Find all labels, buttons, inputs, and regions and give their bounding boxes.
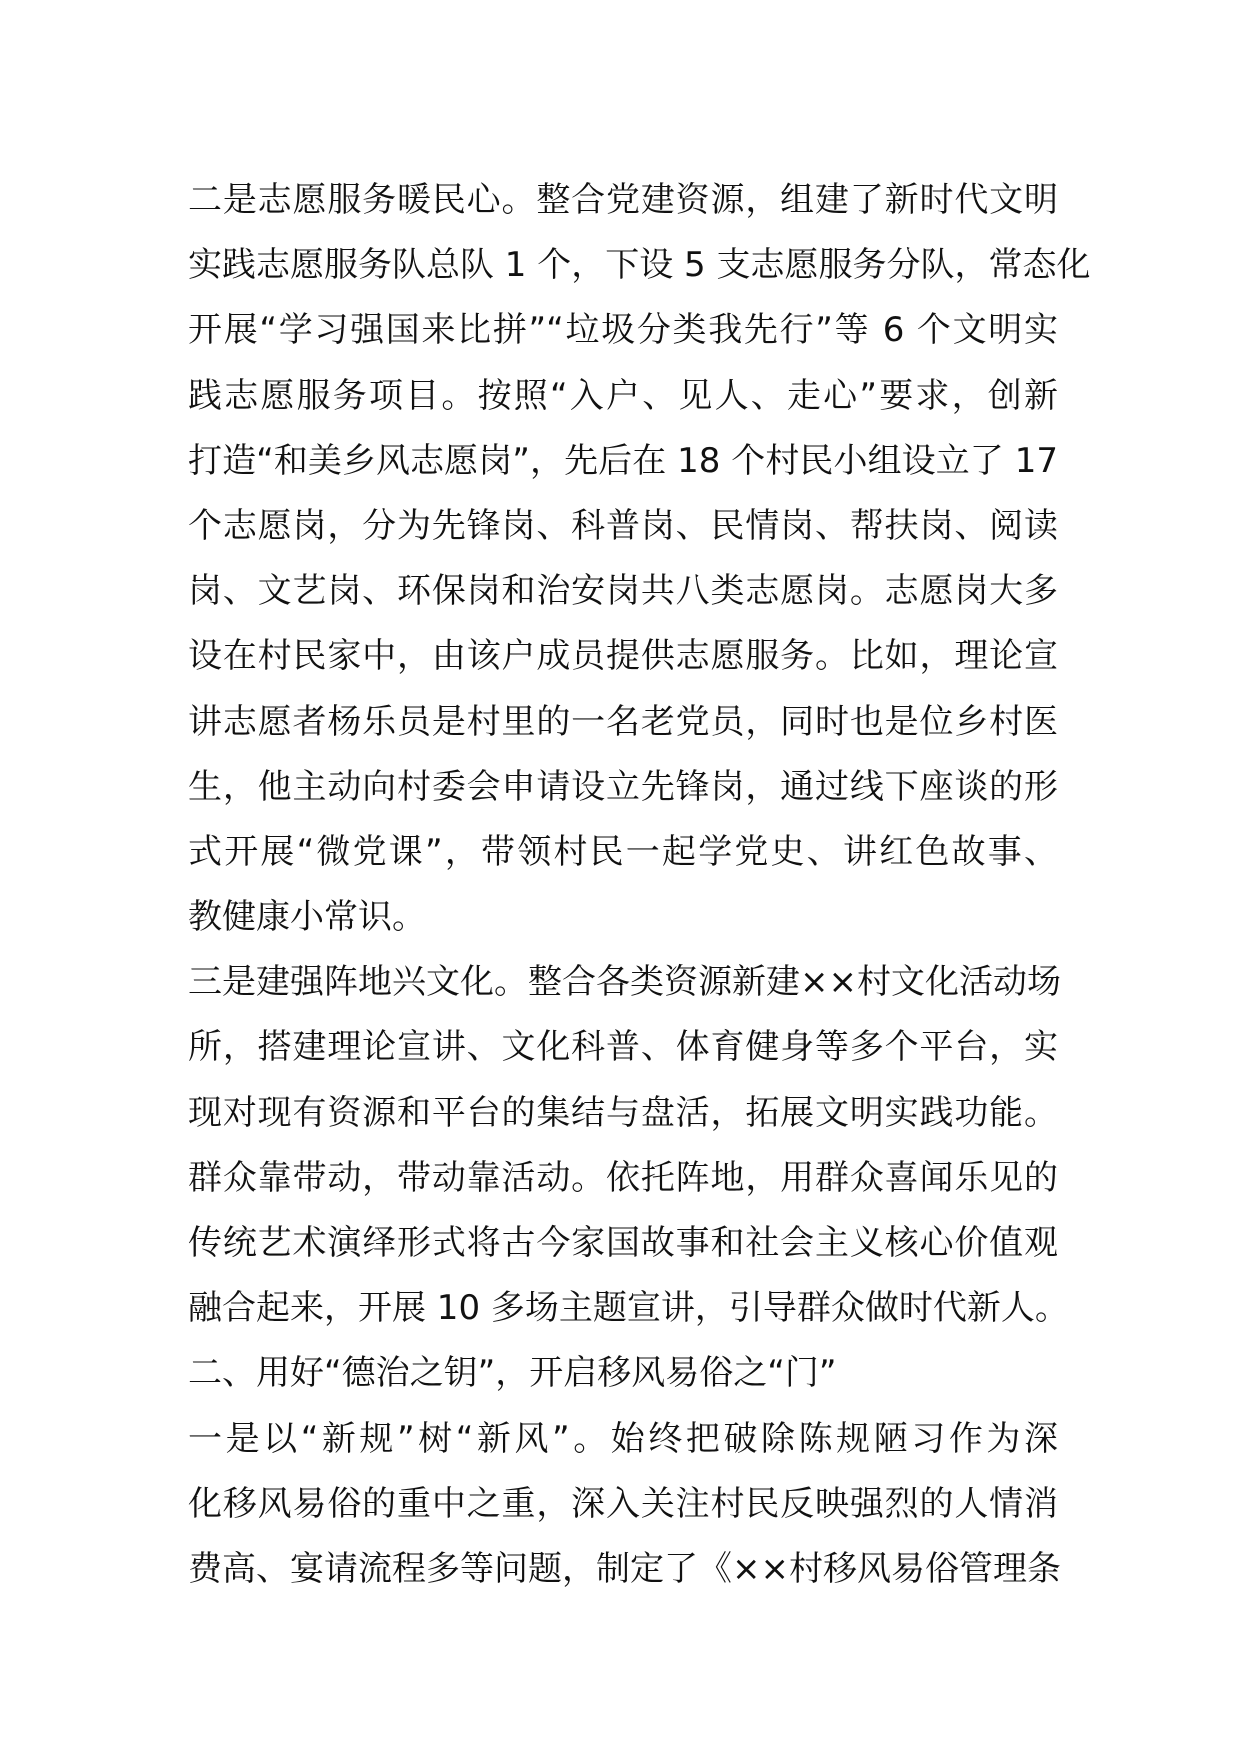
text-line: 所，搭建理论宣讲、文化科普、体育健身等多个平台，实 xyxy=(188,1027,1058,1068)
text-line: 岗、文艺岗、环保岗和治安岗共八类志愿岗。志愿岗大多 xyxy=(188,571,1058,612)
document-page xyxy=(188,168,1091,1602)
text-line: 开展“学习强国来比拼”“垃圾分类我先行”等 6 个文明实 xyxy=(188,310,1058,351)
text-line: 践志愿服务项目。按照“入户、见人、走心”要求，创新 xyxy=(188,375,1058,416)
text-line: 实践志愿服务队总队 1 个，下设 5 支志愿服务分队，常态化 xyxy=(188,245,1091,286)
text-line: 式开展“微党课”，带领村民一起学党史、讲红色故事、 xyxy=(188,831,1058,872)
text-line: 融合起来，开展 10 多场主题宣讲，引导群众做时代新人。 xyxy=(188,1288,1069,1329)
text-line: 个志愿岗，分为先锋岗、科普岗、民情岗、帮扶岗、阅读 xyxy=(188,505,1058,546)
text-line: 讲志愿者杨乐员是村里的一名老党员，同时也是位乡村医 xyxy=(188,701,1058,742)
text-line: 教健康小常识。 xyxy=(188,897,426,938)
text-line: 打造“和美乡风志愿岗”，先后在 18 个村民小组设立了 17 xyxy=(188,440,1058,481)
text-line: 现对现有资源和平台的集结与盘活，拓展文明实践功能。 xyxy=(188,1092,1058,1133)
text-line: 生，他主动向村委会申请设立先锋岗，通过线下座谈的形 xyxy=(188,766,1058,807)
text-line: 费高、宴请流程多等问题，制定了《××村移风易俗管理条 xyxy=(188,1548,1061,1589)
text-line: 一是以“新规”树“新风”。始终把破除陈规陋习作为深 xyxy=(188,1418,1058,1459)
text-line: 群众靠带动，带动靠活动。依托阵地，用群众喜闻乐见的 xyxy=(188,1157,1058,1198)
text-line: 设在村民家中，由该户成员提供志愿服务。比如，理论宣 xyxy=(188,636,1058,677)
section-heading: 二、用好“德治之钥”，开启移风易俗之“门” xyxy=(188,1353,837,1394)
text-line: 传统艺术演绎形式将古今家国故事和社会主义核心价值观 xyxy=(188,1223,1058,1263)
text-line: 二是志愿服务暖民心。整合党建资源，组建了新时代文明 xyxy=(188,180,1058,220)
text-line: 化移风易俗的重中之重，深入关注村民反映强烈的人情消 xyxy=(188,1483,1058,1524)
text-line: 三是建强阵地兴文化。整合各类资源新建××村文化活动场 xyxy=(188,962,1061,1003)
